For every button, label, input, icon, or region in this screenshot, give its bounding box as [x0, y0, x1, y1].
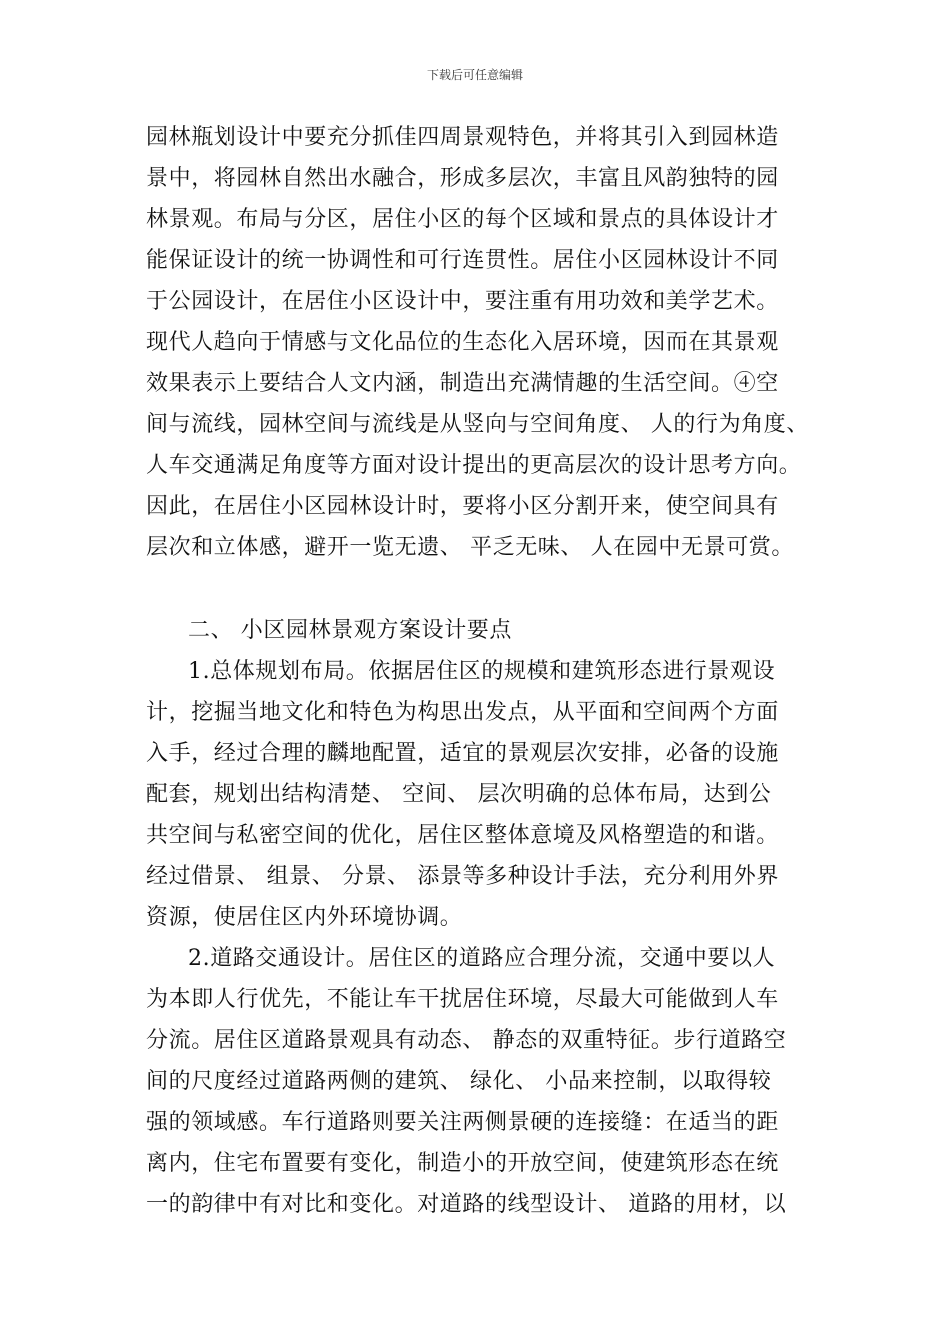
section-heading: 二、 小区园林景观方案设计要点	[188, 618, 512, 643]
paragraph1-line: 园林瓶划设计中要充分抓佳四周景观特色，并将其引入到园林造	[146, 125, 779, 150]
paragraph3-line: 为本即人行优先，不能让车干扰居住环境，尽最大可能做到人车	[146, 987, 779, 1012]
paragraph1-line: 现代人趋向于情感与文化品位的生态化入居环境，因而在其景观	[146, 330, 779, 355]
paragraph1-line: 林景观。布局与分区，居住小区的每个区域和景点的具体设计才	[146, 207, 779, 232]
paragraph3-line: 强的领域感。车行道路则要关注两侧景硬的连接缝：在适当的距	[146, 1110, 779, 1135]
paragraph3-line: 一的韵律中有对比和变化。对道路的线型设计、 道路的用材，以	[146, 1192, 787, 1217]
paragraph3-line: 离内，住宅布置要有变化，制造小的开放空间，使建筑形态在统	[146, 1151, 779, 1176]
paragraph2-line: 入手，经过合理的麟地配置，适宜的景观层次安排，必备的设施	[146, 741, 779, 766]
paragraph3-line: 分流。居住区道路景观具有动态、 静态的双重特征。步行道路空	[146, 1028, 787, 1053]
paragraph1-line: 间与流线，园林空间与流线是从竖向与空间角度、 人的行为角度、	[146, 412, 809, 437]
paragraph1-line: 人车交通满足角度等方面对设计提出的更高层次的设计思考方向。	[146, 453, 802, 478]
paragraph2-line: 配套，规划出结构清楚、 空间、 层次明确的总体布局，达到公	[146, 782, 772, 807]
paragraph1-line: 效果表示上要结合人文内涵，制造出充满情趣的生活空间。④空	[146, 371, 779, 396]
paragraph2-line: 1.总体规划布局。依据居住区的规模和建筑形态进行景观设	[188, 659, 776, 684]
paragraph1-line: 层次和立体感，避开一览无遗、 平乏无味、 人在园中无景可赏。	[146, 535, 794, 560]
page-header-note: 下载后可任意编辑	[426, 68, 523, 82]
paragraph3-line: 2.道路交通设计。居住区的道路应合理分流，交通中要以人	[188, 946, 776, 971]
paragraph2-line: 计，挖掘当地文化和特色为构思出发点，从平面和空间两个方面	[146, 700, 779, 725]
paragraph1-line: 因此，在居住小区园林设计时，要将小区分割开来，使空间具有	[146, 494, 779, 519]
paragraph2-line: 经过借景、 组景、 分景、 添景等多种设计手法，充分利用外界	[146, 864, 779, 889]
paragraph1-line: 景中，将园林自然出水融合，形成多层次，丰富且风韵独特的园	[146, 166, 779, 191]
paragraph2-line: 共空间与私密空间的优化，居住区整体意境及风格塑造的和谐。	[146, 823, 779, 848]
paragraph1-line: 于公园设计，在居住小区设计中，要注重有用功效和美学艺术。	[146, 289, 779, 314]
paragraph3-line: 间的尺度经过道路两侧的建筑、 绿化、 小品来控制，以取得较	[146, 1069, 772, 1094]
paragraph2-line: 资源，使居住区内外环境协调。	[146, 905, 463, 930]
paragraph1-line: 能保证设计的统一协调性和可行连贯性。居住小区园林设计不同	[146, 248, 779, 273]
